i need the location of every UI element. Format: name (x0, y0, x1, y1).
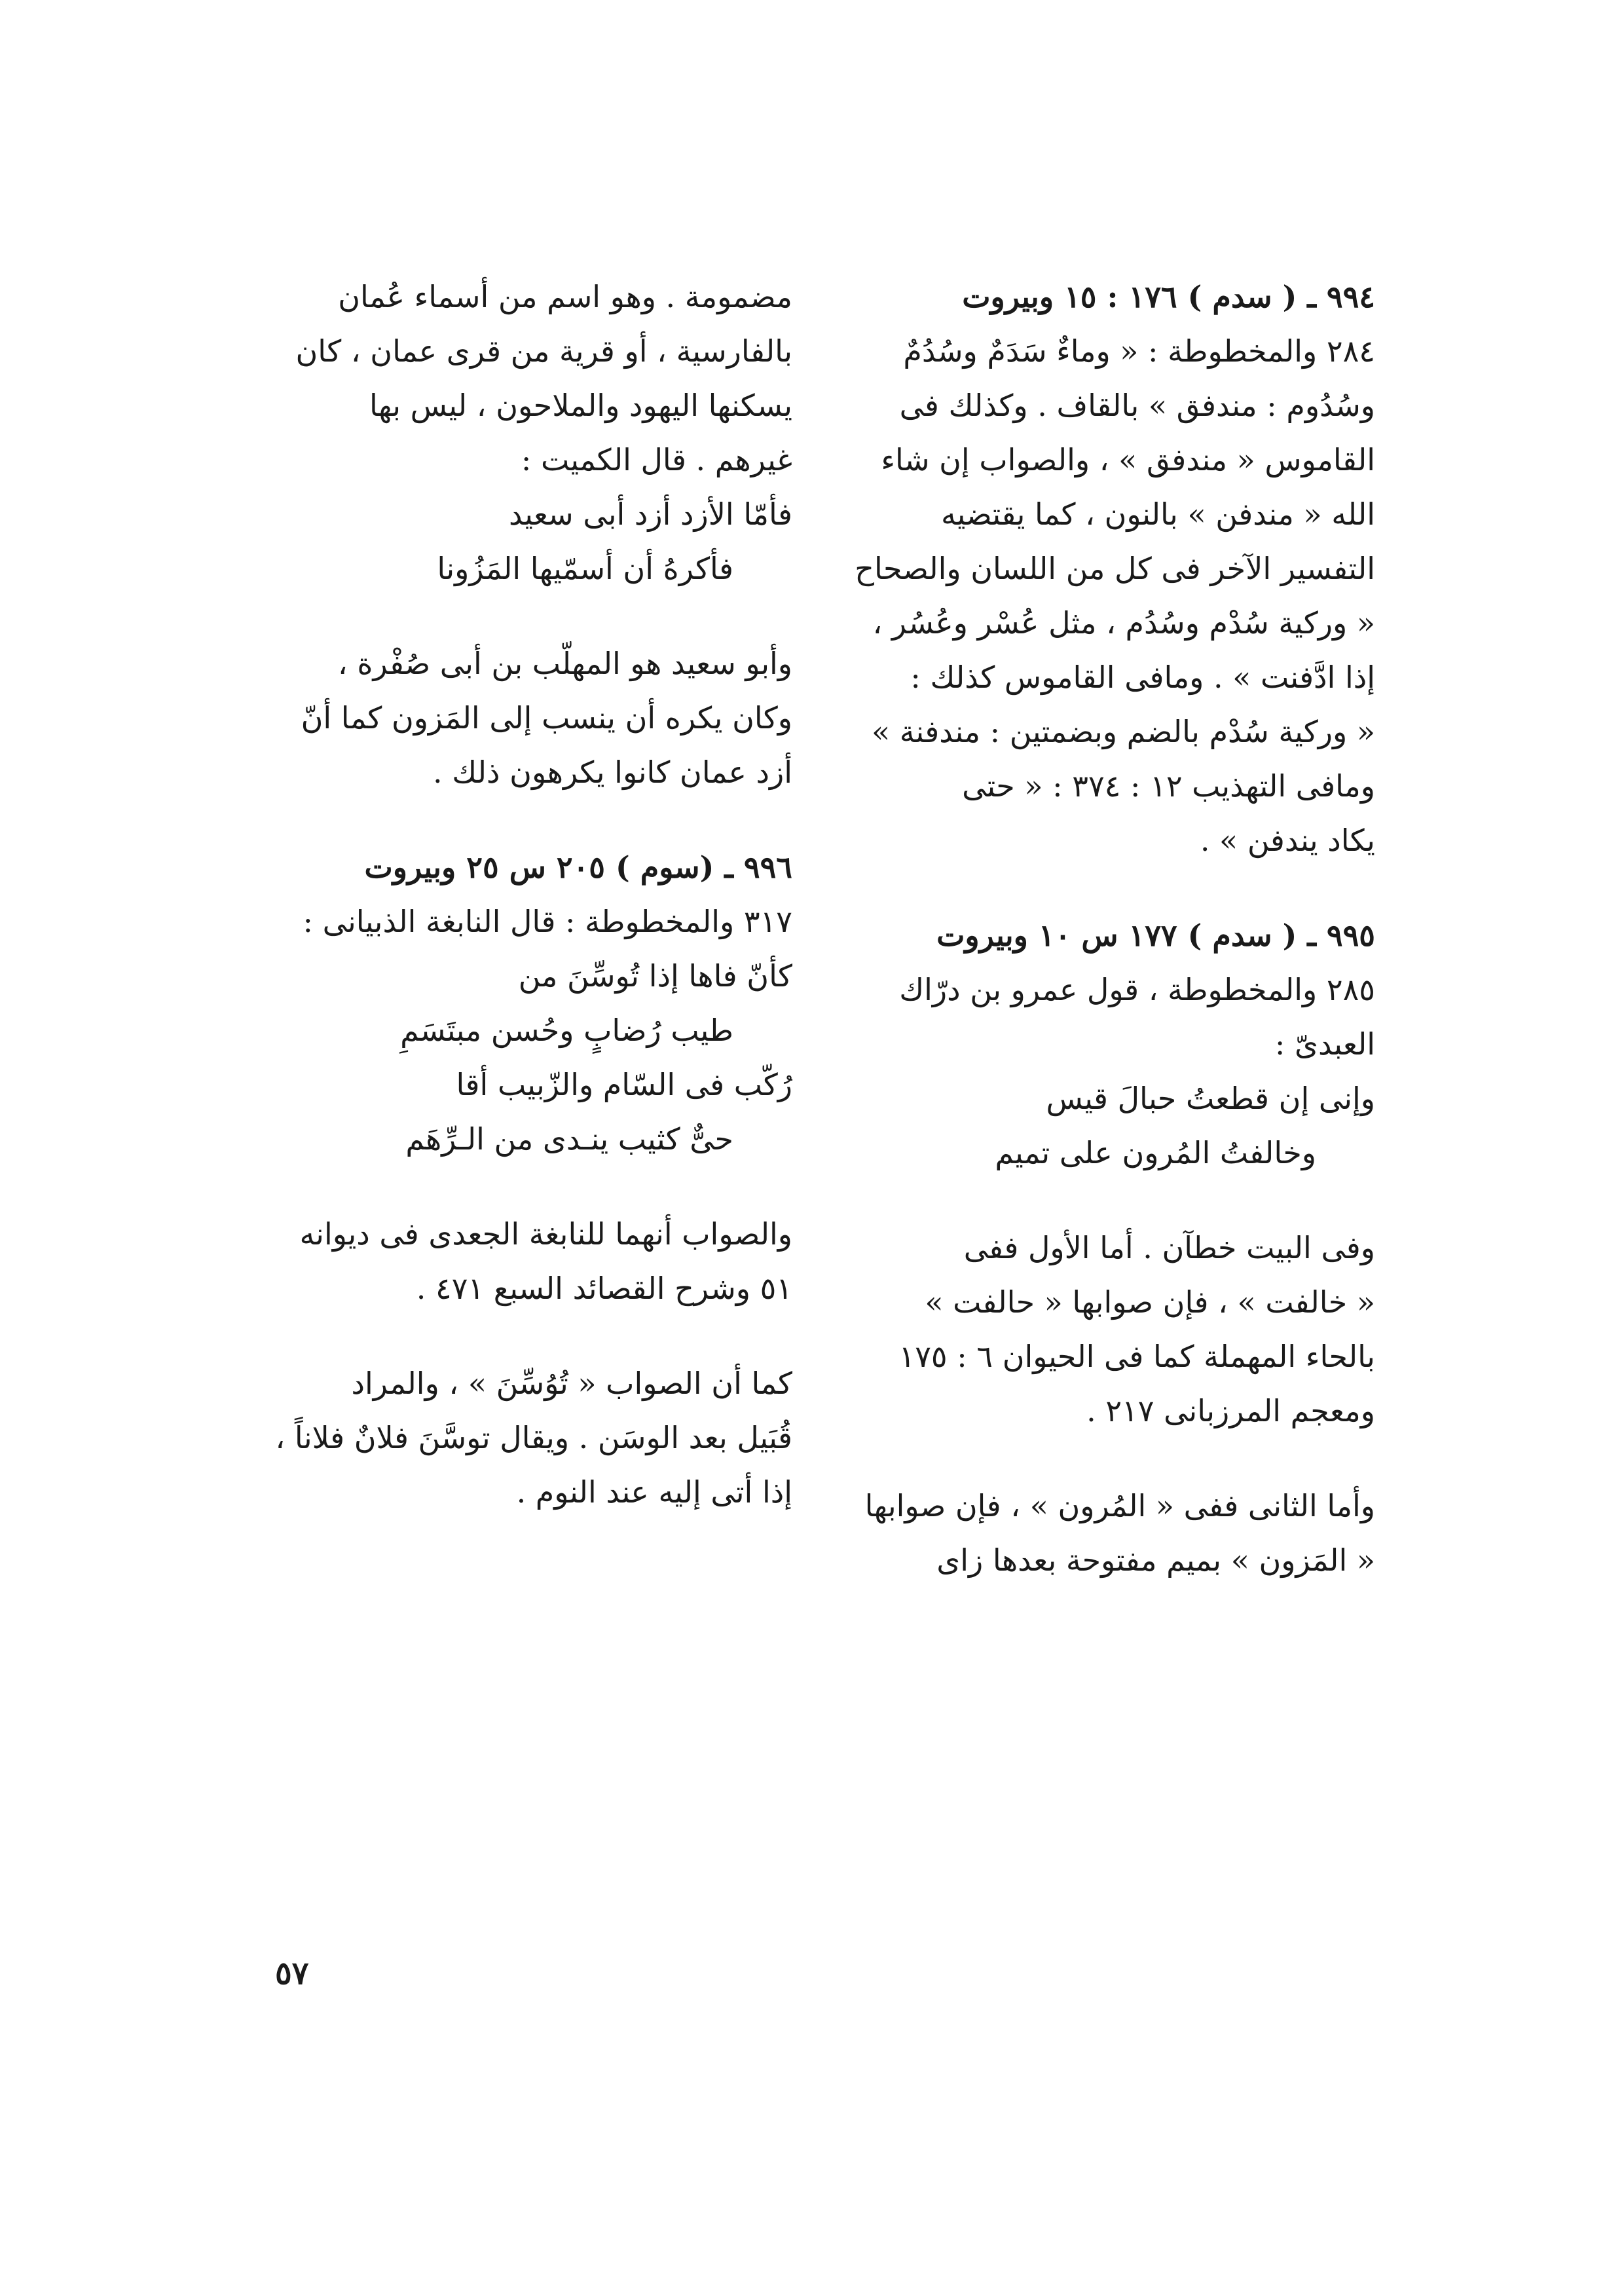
paragraph-line: وكان يكره أن ينسب إلى المَزون كما أنّ (301, 700, 792, 736)
paragraph-line: « المَزون » بميم مفتوحة بعدها زاى (936, 1542, 1375, 1578)
paragraph-line: « خالفت » ، فإن صوابها « حالفت » (925, 1284, 1375, 1320)
verse-line: فأمّا الأزد أزد أبى سعيد (508, 496, 792, 532)
paragraph-line: والصواب أنهما للنابغة الجعدى فى ديوانه (299, 1216, 792, 1252)
paragraph-line: بالحاء المهملة كما فى الحيوان ٦ : ١٧٥ (898, 1339, 1375, 1374)
entry-995 (851, 908, 1375, 1180)
entry-994 (851, 270, 1375, 868)
paragraph-line: وفى البيت خطآن . أما الأول ففى (963, 1230, 1375, 1265)
entry-994-line-2: ٢٨٤ والمخطوطة : « وماءٌ سَدَمٌ وسُدُمٌ (903, 333, 1375, 369)
paragraph-line: إذا أتى إليه عند النوم . (516, 1474, 792, 1510)
verse-line: رُكّب فى السّام والزّبيب أقا (456, 1067, 792, 1102)
entry-996 (275, 840, 792, 1166)
paragraph-errors (851, 1221, 1375, 1438)
entry-996-line-2: ٣١٧ والمخطوطة : قال النابغة الذبيانى : (303, 904, 792, 939)
paragraph-second (851, 1479, 1375, 1588)
paragraph-final (275, 1356, 792, 1520)
entry-995-line-1: ٩٩٥ ـ ( سدم ) ١٧٧ س ١٠ وبيروت (936, 918, 1375, 953)
entry-995-line-2: ٢٨٥ والمخطوطة ، قول عمرو بن درّاك (899, 972, 1375, 1007)
paragraph-line: غيرهم . قال الكميت : (521, 442, 792, 477)
paragraph-correction (275, 1207, 792, 1316)
verse-line: فأكرهُ أن أسمّيها المَزُونا (437, 551, 733, 586)
entry-994-line-10: ومافى التهذيب ١٢ : ٣٧٤ : « حتى (962, 768, 1375, 804)
verse-line: كأنّ فاها إذا تُوسِّنَ من (518, 958, 792, 994)
entry-994-line-7: « وركية سُدْم وسُدُم ، مثل عُسْر وعُسُر ، (872, 605, 1375, 641)
right-column (851, 270, 1375, 1588)
paragraph-continuation (275, 270, 792, 596)
verse-line: وخالفتُ المُرون على تميم (995, 1135, 1316, 1170)
entry-994-line-8: إذا ادَّفنت » . ومافى القاموس كذلك : (910, 660, 1375, 695)
page-number: ٥٧ (275, 1955, 309, 1992)
paragraph-line: بالفارسية ، أو قرية من قرى عمان ، كان (295, 333, 792, 369)
entry-994-line-9: « وركية سُدْم بالضم وبضمتين : مندفنة » (872, 714, 1375, 749)
entry-996-line-1: ٩٩٦ ـ (سوم ) ٢٠٥ س ٢٥ وبيروت (364, 849, 792, 885)
left-column (275, 270, 792, 1520)
paragraph-line: يسكنها اليهود والملاحون ، ليس بها (369, 388, 792, 423)
paragraph-line: مضمومة . وهو اسم من أسماء عُمان (338, 279, 792, 314)
verse-line: وإنى إن قطعتُ حبالَ قيس (1046, 1081, 1375, 1116)
paragraph-abu-said (275, 637, 792, 800)
paragraph-line: قُبَيل بعد الوسَن . ويقال توسَّنَ فلانٌ فلاناً ، (275, 1420, 792, 1455)
entry-994-line-1: ٩٩٤ ـ ( سدم ) ١٧٦ : ١٥ وبيروت (962, 279, 1375, 314)
paragraph-line: ٥١ وشرح القصائد السبع ٤٧١ . (416, 1271, 792, 1306)
verse-line: حىٌّ كثيب ينـدى من الـرِّهَم (405, 1121, 733, 1157)
paragraph-line: كما أن الصواب « تُوُسِّنَ » ، والمراد (351, 1366, 792, 1401)
verse-line: طيب رُضابٍ وحُسن مبتَسَمِ (400, 1013, 733, 1048)
entry-994-line-4: القاموس « مندفق » ، والصواب إن شاء (881, 442, 1375, 477)
entry-994-line-6: التفسير الآخر فى كل من اللسان والصحاح (855, 551, 1375, 586)
entry-994-line-11: يكاد يندفن » . (1200, 823, 1375, 858)
paragraph-line: أزد عمان كانوا يكرهون ذلك . (433, 755, 792, 790)
entry-994-line-5: الله « مندفن » بالنون ، كما يقتضيه (940, 496, 1375, 532)
entry-994-line-3: وسُدُوم : مندفق » بالقاف . وكذلك فى (899, 388, 1375, 423)
entry-995-line-3: العبدىّ : (1274, 1026, 1375, 1062)
paragraph-line: وأبو سعيد هو المهلّب بن أبى صُفْرة ، (337, 646, 792, 681)
paragraph-line: ومعجم المرزبانى ٢١٧ . (1086, 1393, 1375, 1428)
paragraph-line: وأما الثانى ففى « المُرون » ، فإن صوابها (864, 1488, 1375, 1523)
